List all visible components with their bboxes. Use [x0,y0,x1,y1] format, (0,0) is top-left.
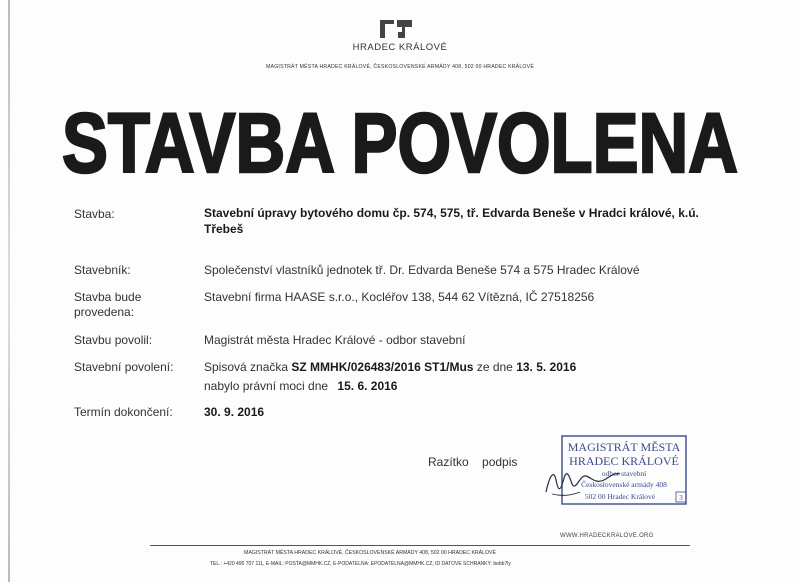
label-termin: Termín dokončení: [74,405,173,419]
label-provedena-line2: provedena: [74,305,135,319]
city-logo-icon [378,18,414,40]
value-provedena: Stavební firma HAASE s.r.o., Kocléřov 138, 544 62 Vítězná, IČ 27518256 [204,290,595,304]
stamp-line5: 502 00 Hradec Králové [584,492,656,501]
label-povolil: Stavbu povolil: [74,333,153,347]
headline-text: STAVBA POVOLENA [62,96,738,190]
pravni-moc-date: 15. 6. 2016 [337,379,398,393]
povoleni-mid: ze dne [476,360,513,374]
pravni-moc-label: nabylo právní moci dne [204,379,329,393]
value-povolil: Magistrát města Hradec Králové - odbor stavební [204,333,466,347]
footer-contacts: TEL.: +420 495 707 111, E-MAIL: POSTA@MMHK.CZ, E-PODATELNA: EPODATELNA@MMHK.CZ, ID DATOVÉ SCHRÁNKY: bebb7ly [210,561,511,567]
value-stavba: Stavební úpravy bytového domu čp. 574, 575, tř. Edvarda Beneše v Hradci králové, k.ú. [204,206,699,220]
povoleni-prefix: Spisová značka [204,360,289,374]
povoleni-reference: SZ MMHK/026483/2016 ST1/Mus [291,360,474,374]
stamp-line2: HRADEC KRÁLOVÉ [569,454,679,468]
brand-name: HRADEC KRÁLOVÉ [352,42,448,53]
value-povoleni [204,360,576,375]
value-pravni-moc [204,379,397,394]
signature-label: Razítko podpis [428,455,518,469]
footer-url: WWW.HRADECKRALOVE.ORG [560,533,654,539]
label-provedena: Stavba bude [74,290,142,304]
stamp-line3: odbor stavební [601,469,647,478]
stamp-number: 3 [679,494,683,502]
stamp-line4: Československé armády 408 [581,480,667,489]
value-stavba-line2: Třebeš [204,222,244,236]
value-stavebnik: Společenství vlastníků jednotek tř. Dr. Edvarda Beneše 574 a 575 Hradec Králové [204,263,640,277]
value-termin: 30. 9. 2016 [204,405,265,419]
headline [0,84,800,190]
stamp-line1: MAGISTRÁT MĚSTA [567,440,681,454]
header-address: MAGISTRÁT MĚSTA HRADEC KRÁLOVÉ, ČESKOSLOVENSKÉ ARMÁDY 408, 502 00 HRADEC KRÁLOVÉ [266,64,534,70]
official-stamp [540,434,690,508]
povoleni-date: 13. 5. 2016 [516,360,577,374]
label-stavebnik: Stavebník: [74,263,131,277]
label-povoleni: Stavební povolení: [74,360,174,374]
footer-address: MAGISTRÁT MĚSTA HRADEC KRÁLOVÉ, ČESKOSLOVENSKÉ ARMÁDY 408, 502 00 HRADEC KRÁLOVÉ [244,550,496,556]
label-stavba: Stavba: [74,207,115,221]
footer-divider [150,545,690,546]
